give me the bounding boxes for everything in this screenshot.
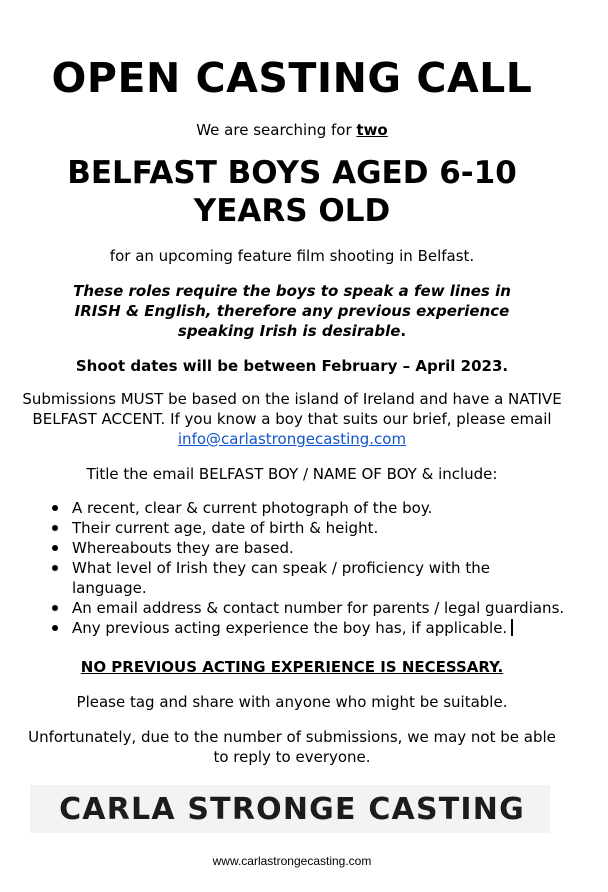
bullet-icon [52,565,58,571]
list-item [48,598,568,618]
text-cursor [511,619,513,636]
reply-note: Unfortunately, due to the number of submissions, we may not be able to reply to everyone. [28,728,556,766]
irish-note [50,281,534,341]
headline: BELFAST BOYS AGED 6-10 YEARS OLD [67,155,517,229]
list-item-text: Whereabouts they are based. [72,539,294,557]
list-item [48,518,568,538]
list-item-text: Their current age, date of birth & height. [72,519,379,537]
bullet-icon [52,505,58,511]
share-note: Please tag and share with anyone who might be suitable. [76,693,508,711]
shoot-dates: Shoot dates will be between February – April 2023. [75,357,509,375]
list-item [48,538,568,558]
list-item [48,498,568,518]
website-url: www.carlastrongecasting.com [212,854,372,868]
subline: for an upcoming feature film shooting in Belfast. [109,247,475,265]
submissions-text: Submissions MUST be based on the island of Ireland and have a NATIVE BELFAST ACCENT. If you know a boy that suits our brief, please email [22,390,562,428]
bullet-icon [52,625,58,631]
company-logo: CARLA STRONGE CASTING [59,792,525,827]
requirements-list [48,498,568,638]
list-item [48,618,568,638]
intro-emphasis: two [356,121,388,139]
list-item-text: What level of Irish they can speak / proficiency with the language. [72,559,490,597]
intro-prefix: We are searching for [196,121,357,139]
intro-line [0,121,584,139]
list-item-text: An email address & contact number for parents / legal guardians. [72,599,565,617]
irish-note-end: . [400,322,407,340]
page-title: OPEN CASTING CALL [51,54,533,102]
email-instructions: Title the email BELFAST BOY / NAME OF BOY & include: [86,465,498,483]
bullet-icon [52,605,58,611]
email-link[interactable]: info@carlastrongecasting.com [177,430,407,448]
irish-note-text: These roles require the boys to speak a few lines in IRISH & English, therefore any previous experience speaking Irish is desirable [73,282,511,340]
submissions-paragraph [20,389,564,449]
bullet-icon [52,525,58,531]
list-item [48,558,568,598]
list-item-text: A recent, clear & current photograph of the boy. [72,499,433,517]
list-item-text: Any previous acting experience the boy has, if applicable. [72,619,508,637]
no-experience-note: NO PREVIOUS ACTING EXPERIENCE IS NECESSARY. [80,658,504,676]
bullet-icon [52,545,58,551]
